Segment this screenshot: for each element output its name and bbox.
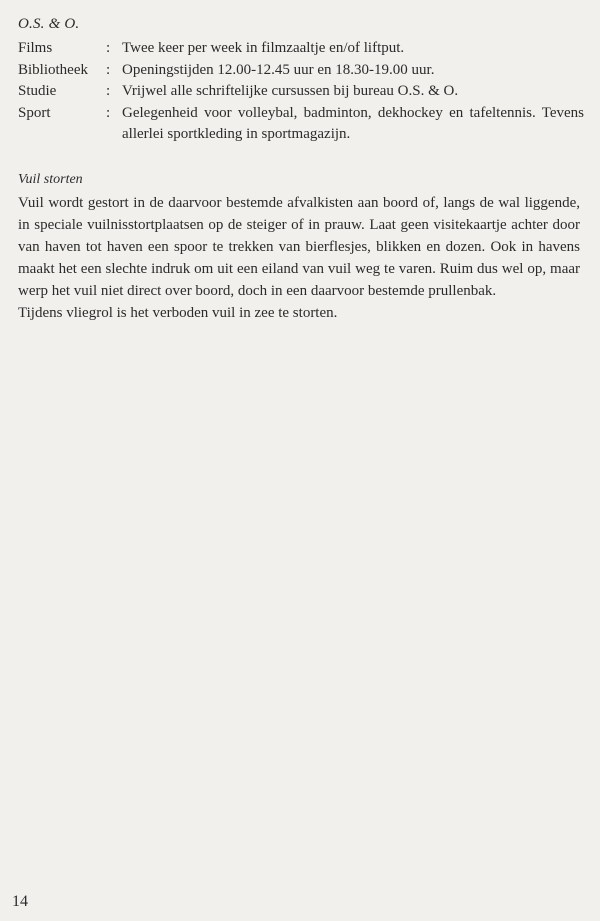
facility-label: Films: [18, 40, 53, 56]
subsection-title: Vuil storten: [18, 172, 83, 187]
paragraph: Tijdens vliegrol is het verboden vuil in zee te storten.: [18, 305, 338, 321]
facility-value: Gelegenheid voor volleybal, badminton, dekhockey en tafeltennis. Tevens allerlei sportkleding in sportmagazijn.: [122, 104, 584, 142]
section-title: O.S. & O.: [18, 16, 80, 32]
page-number: 14: [12, 893, 28, 910]
facility-colon: :: [106, 104, 111, 121]
body-text: [18, 192, 580, 324]
facility-value: Twee keer per week in filmzaaltje en/of liftput.: [122, 40, 405, 56]
facility-colon: :: [106, 40, 111, 56]
facility-label: Studie: [18, 83, 57, 99]
facility-row-films: [18, 38, 584, 60]
facility-label: Sport: [18, 104, 51, 121]
facility-row-bibliotheek: [18, 60, 584, 82]
facility-row-studie: [18, 81, 584, 103]
facilities-list: [18, 38, 584, 146]
facility-value: Openingstijden 12.00-12.45 uur en 18.30-19.00 uur.: [122, 61, 435, 78]
facility-row-sport: [18, 103, 584, 146]
facility-value: Vrijwel alle schriftelijke cursussen bij bureau O.S. & O.: [122, 83, 459, 99]
facility-colon: :: [106, 61, 111, 78]
paragraph: Vuil wordt gestort in de daarvoor bestemde afvalkisten aan boord of, langs de wal liggende, in speciale vuilnisstortplaatsen op de steiger of in prauw. Laat geen visitekaartje achter door van haven tot haven een spoor te trekken van bierflesjes, blikken en dozen. Ook in havens maakt het een slechte indruk om uit een eiland van vuil weg te varen. Ruim dus wel op, maar werp het vuil niet direct over boord, doch in een daarvoor bestemde prullenbak.: [18, 195, 580, 299]
facility-label: Bibliotheek: [18, 61, 88, 78]
facility-colon: :: [106, 83, 111, 99]
